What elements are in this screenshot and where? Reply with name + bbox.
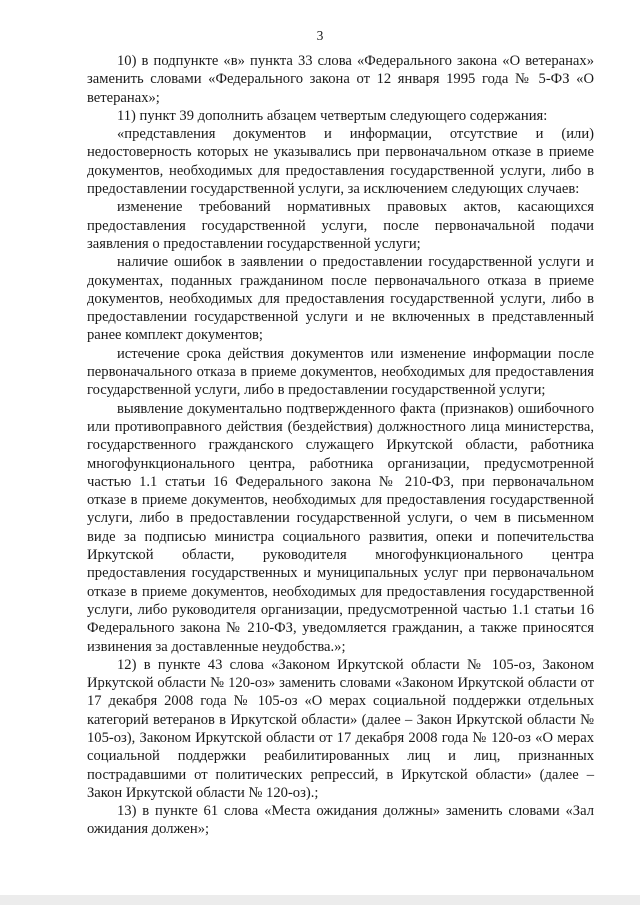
paragraph-item-12: 12) в пункте 43 слова «Законом Иркутской области № 105-оз, Законом Иркутской области № 120-оз» заменить словами «Законом Иркутской области от 17 декабря 2008 года № 105-оз «О мерах социальной поддержки отдельных категорий ветеранов в Иркутской области» (далее – Закон Иркутской области № 105-оз), Законом Иркутской области от 17 декабря 2008 года № 120-оз «О мерах социальной поддержки реабилитированных лиц и лиц, признанных пострадавшими от политических репрессий, в Иркутской области» (далее – Закон Иркутской области № 120-оз).; [87, 656, 594, 801]
paragraph-quoted-intro: «представления документов и информации, отсутствие и (или) недостоверность которых не указывались при первоначальном отказе в приеме документов, необходимых для предоставления государственной услуги, либо в предоставлении государственной услуги, за исключением следующих случаев: [87, 126, 594, 198]
paragraph-item-10: 10) в подпункте «в» пункта 33 слова «Федерального закона «О ветеранах» заменить словами «Федерального закона от 12 января 1995 года № 5-ФЗ «О ветеранах»; [87, 53, 594, 106]
scan-bottom-edge [0, 895, 640, 905]
paragraph-case-expiry: истечение срока действия документов или изменение информации после первоначального отказа в приеме документов, необходимых для предоставления государственной услуги, либо в предоставлении государственной услуги; [87, 345, 594, 399]
paragraph-case-misconduct: выявление документально подтвержденного факта (признаков) ошибочного или противоправного действия (бездействия) должностного лица министерства, государственного гражданского служащего Иркутской области, работника многофункционального центра, работника организации, предусмотренной частью 1.1 статьи 16 Федерального закона № 210-ФЗ, при первоначальном отказе в приеме документов, необходимых для предоставления государственной услуги, либо в предоставлении государственной услуги, о чем в письменном виде за подписью министра социального развития, опеки и попечительства Иркутской области, руководителя многофункционального центра предоставления государственных и муниципальных услуг при первоначальном отказе в приеме документов, необходимых для предоставления государственной услуги, либо руководителя организации, предусмотренной частью 1.1 статьи 16 Федерального закона № 210-ФЗ, уведомляется гражданин, а также приносятся извинения за доставленные неудобства.»; [87, 400, 594, 655]
paragraph-case-requirements-change: изменение требований нормативных правовых актов, касающихся предоставления государственной услуги, после первоначальной подачи заявления о предоставлении государственной услуги; [87, 199, 594, 252]
document-body [87, 52, 594, 839]
paragraph-case-errors: наличие ошибок в заявлении о предоставлении государственной услуги и документах, поданных гражданином после первоначального отказа в приеме документов, необходимых для предоставления государственной услуги, либо в предоставлении государственной услуги и не включенных в представленный ранее комплект документов; [87, 254, 594, 344]
page-number: 3 [316, 28, 324, 43]
paragraph-item-11: 11) пункт 39 дополнить абзацем четвертым следующего содержания: [117, 107, 548, 124]
paragraph-item-13: 13) в пункте 61 слова «Места ожидания должны» заменить словами «Зал ожидания должен»; [87, 803, 594, 838]
